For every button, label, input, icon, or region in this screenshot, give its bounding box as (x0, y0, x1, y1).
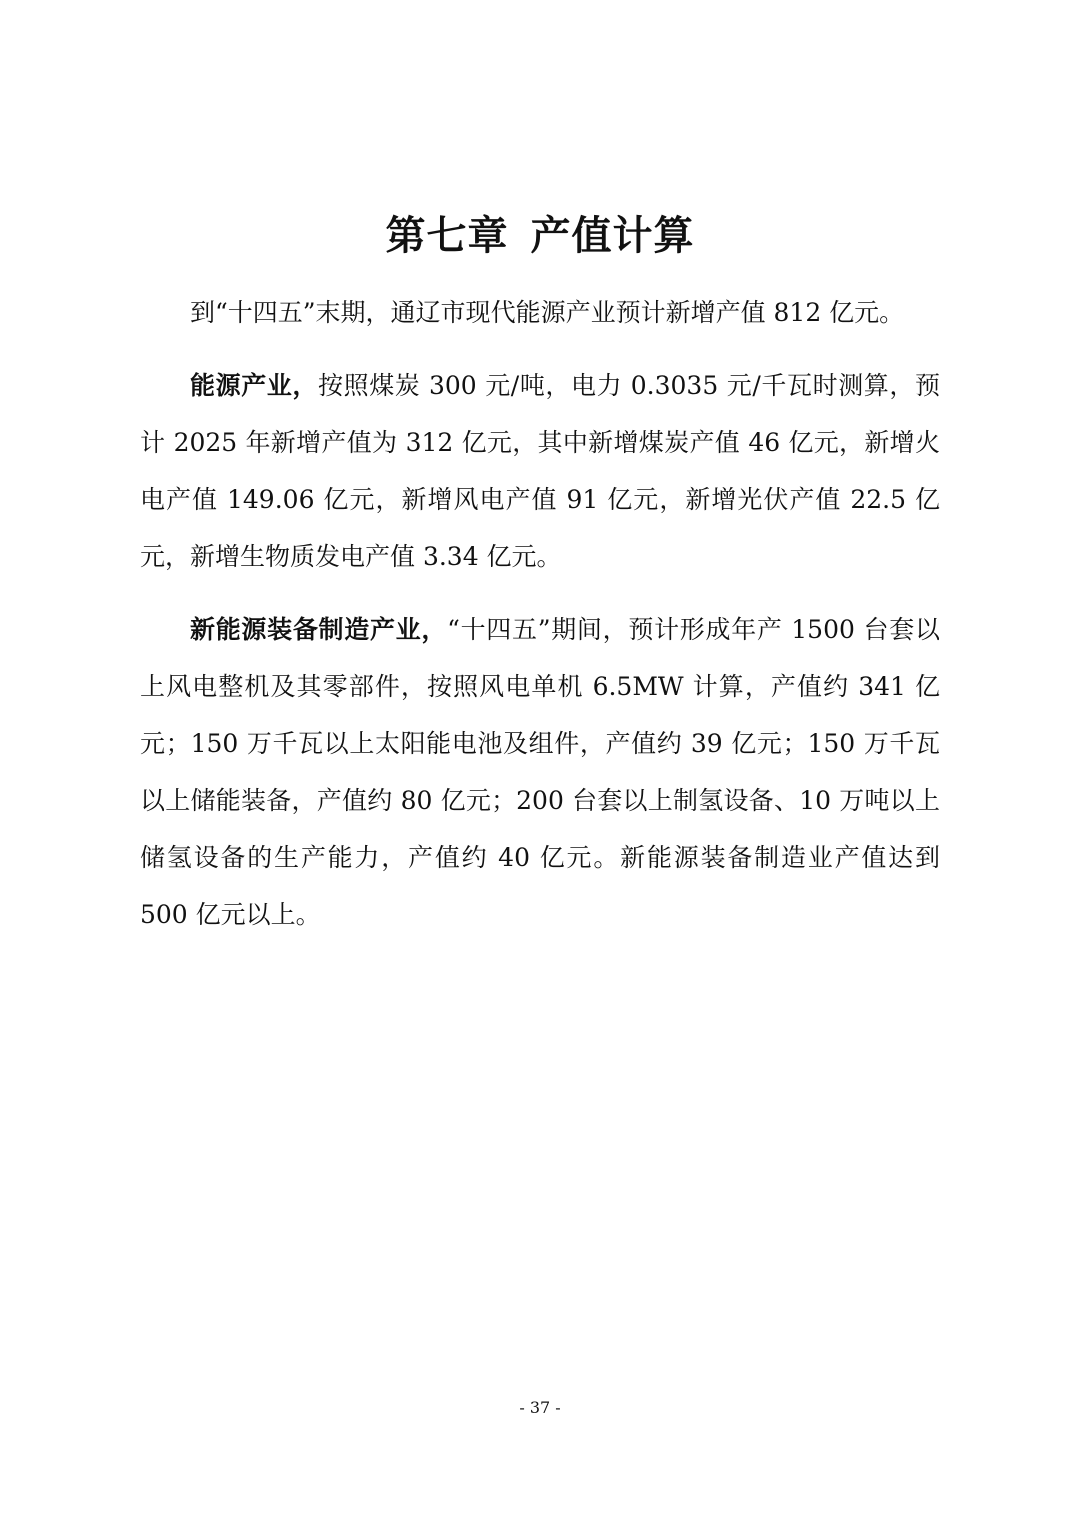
paragraph-text: 按照煤炭 300 元/吨，电力 0.3035 元/千瓦时测算，预计 2025 年新增产值为 312 亿元，其中新增煤炭产值 46 亿元，新增火电产值 149.06 亿元，新增风电产值 91 亿元，新增光伏产值 22.5 亿元，新增生物质发电产值 3.34 亿元。 (140, 371, 940, 571)
page-number: - 37 - (519, 1398, 561, 1417)
paragraph-summary (140, 284, 940, 341)
chapter-title: 产值计算 (530, 213, 695, 259)
paragraph-text: “十四五”期间，预计形成年产 1500 台套以上风电整机及其零部件，按照风电单机 6.5MW 计算，产值约 341 亿元；150 万千瓦以上太阳能电池及组件，产值约 39 亿元；150 万千瓦以上储能装备，产值约 80 亿元；200 台套以上制氢设备、10 万吨以上储氢设备的生产能力，产值约 40 亿元。新能源装备制造业产值达到 500 亿元以上。 (140, 615, 940, 929)
paragraph-lead: 能源产业， (190, 371, 318, 400)
chapter-heading (0, 208, 1080, 264)
paragraph-equipment-industry (140, 601, 940, 943)
document-body (140, 284, 940, 943)
paragraph-lead: 新能源装备制造产业， (190, 615, 448, 644)
chapter-number: 第七章 (385, 213, 509, 259)
paragraph-text: 到“十四五”末期，通辽市现代能源产业预计新增产值 812 亿元。 (190, 298, 905, 327)
paragraph-energy-industry (140, 357, 940, 585)
